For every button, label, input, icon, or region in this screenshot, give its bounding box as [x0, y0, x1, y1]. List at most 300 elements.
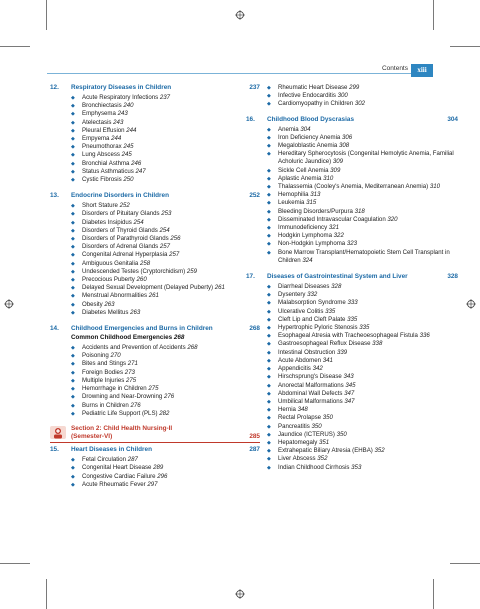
toc-entry[interactable] [267, 84, 458, 92]
bullet-icon: ◆ [71, 309, 75, 316]
toc-entry-text: Disorders of Parathyroid Glands 256 [82, 235, 181, 243]
toc-entry-page: 299 [349, 84, 360, 91]
toc-entry-page: 263 [104, 300, 115, 308]
toc-entry[interactable] [71, 309, 260, 317]
toc-entry[interactable] [267, 382, 458, 390]
toc-entry[interactable] [71, 127, 260, 135]
toc-entry-text: Liver Abscess 352 [278, 455, 328, 463]
chapter-number: 17. [246, 273, 255, 281]
bullet-icon: ◆ [71, 353, 75, 360]
chapter-title: Childhood Blood Dyscrasias [267, 115, 354, 123]
toc-entry-text: Iron Deficiency Anemia 306 [278, 133, 353, 141]
toc-entry-text: Lung Abscess 245 [82, 151, 132, 159]
toc-entry-text: Accidents and Prevention of Accidents 268 [82, 344, 198, 352]
bullet-icon: ◆ [267, 200, 271, 207]
toc-entry-page: 270 [110, 352, 121, 360]
toc-entry-text: Anemia 304 [278, 125, 311, 133]
toc-entry-text: Rheumatic Heart Disease 299 [278, 84, 360, 91]
toc-entry-page: 296 [157, 472, 168, 480]
toc-entry-text: Anorectal Malformations 345 [278, 381, 356, 389]
toc-entry[interactable] [267, 249, 458, 265]
bullet-icon: ◆ [267, 249, 271, 256]
toc-entry-text: Rectal Prolapse 350 [278, 414, 333, 422]
toc-entry[interactable] [267, 224, 458, 232]
toc-entry[interactable] [71, 151, 260, 159]
toc-entry-text: Umbilical Malformations 347 [278, 397, 355, 405]
toc-entry-text: Indian Childhood Cirrhosis 353 [278, 463, 362, 471]
toc-entry-text: Fetal Circulation 287 [82, 456, 138, 464]
toc-entry-page: 276 [163, 393, 175, 401]
toc-entry-text: Acute Rheumatic Fever 297 [82, 480, 158, 488]
toc-entry[interactable] [267, 142, 458, 150]
toc-entry[interactable] [267, 283, 458, 291]
bullet-icon: ◆ [267, 233, 271, 240]
toc-entry[interactable] [71, 176, 260, 184]
bullet-icon: ◆ [267, 167, 271, 174]
section-title [71, 425, 249, 440]
toc-entry[interactable] [71, 227, 260, 235]
bullet-icon: ◆ [267, 241, 271, 248]
bullet-icon: ◆ [267, 439, 271, 446]
toc-entry[interactable] [71, 260, 260, 268]
topic-list [246, 126, 458, 265]
toc-entry-page: 250 [123, 176, 134, 184]
toc-entry-text: Megaloblastic Anemia 308 [278, 142, 350, 150]
toc-entry[interactable] [71, 464, 260, 472]
toc-entry-text: Hernia 348 [278, 406, 308, 414]
toc-entry-text: Hodgkin Lymphoma 322 [278, 232, 344, 240]
toc-entry-page: 246 [131, 159, 142, 167]
toc-entry-text: Short Stature 252 [82, 202, 130, 210]
toc-entry-page: 275 [148, 385, 159, 393]
bullet-icon: ◆ [267, 192, 271, 199]
toc-entry-text: Menstrual Abnormalities 261 [82, 292, 159, 300]
toc-entry-text: Sickle Cell Anemia 309 [278, 166, 341, 174]
toc-entry[interactable] [71, 202, 260, 210]
toc-entry[interactable] [71, 352, 260, 360]
bullet-icon: ◆ [71, 236, 75, 243]
toc-entry-page: 309 [330, 166, 341, 174]
bullet-icon: ◆ [267, 341, 271, 348]
bullet-icon: ◆ [71, 410, 75, 417]
crop-mark [0, 563, 30, 564]
toc-entry-text: Dysentery 332 [278, 291, 318, 299]
toc-entry[interactable] [267, 390, 458, 398]
toc-entry[interactable] [267, 455, 458, 463]
chapter-number: 16. [246, 115, 255, 123]
toc-entry[interactable] [267, 175, 458, 183]
toc-entry[interactable] [267, 447, 458, 455]
toc-entry-text: Hirschsprung's Disease 343 [278, 373, 354, 381]
chapter-heading[interactable] [50, 84, 260, 91]
toc-entry[interactable] [267, 406, 458, 414]
toc-entry[interactable] [267, 365, 458, 373]
toc-entry[interactable] [267, 357, 458, 365]
bullet-icon: ◆ [267, 93, 271, 100]
bullet-icon: ◆ [267, 151, 271, 158]
toc-entry[interactable] [71, 119, 260, 127]
bullet-icon: ◆ [267, 448, 271, 455]
bullet-icon: ◆ [71, 95, 75, 101]
toc-entry[interactable] [267, 291, 458, 299]
toc-entry-page: 328 [331, 283, 342, 291]
toc-entry[interactable] [267, 423, 458, 431]
continued-topic-list [246, 84, 458, 109]
registration-mark-icon [4, 299, 14, 309]
bullet-icon: ◆ [267, 300, 271, 307]
chapter-title: Endocrine Disorders in Children [71, 192, 170, 200]
toc-entry-text: Acute Abdomen 341 [278, 356, 333, 364]
bullet-icon: ◆ [267, 390, 271, 397]
toc-entry-text: Bites and Stings 271 [82, 360, 138, 368]
toc-entry-text: Gastroesophageal Reflux Disease 338 [278, 340, 383, 348]
bullet-icon: ◆ [71, 127, 75, 134]
toc-entry-page: 245 [121, 151, 132, 159]
toc-entry-page: 300 [337, 92, 348, 100]
toc-entry-page: 260 [136, 276, 147, 284]
toc-entry-page: 324 [302, 256, 313, 264]
toc-entry[interactable] [267, 398, 458, 406]
crop-mark [433, 579, 434, 609]
toc-entry[interactable] [267, 240, 458, 248]
toc-entry-page: 276 [130, 401, 141, 409]
toc-entry[interactable] [71, 219, 260, 227]
toc-entry-text: Bleeding Disorders/Purpura 318 [278, 207, 365, 215]
bullet-icon: ◆ [71, 144, 75, 151]
toc-entry-text: Abdominal Wall Defects 347 [278, 389, 355, 397]
toc-entry-page: 338 [372, 340, 383, 348]
toc-entry-text: Disorders of Thyroid Glands 254 [82, 226, 170, 234]
toc-entry-page: 350 [336, 430, 347, 438]
bullet-icon: ◆ [267, 374, 271, 381]
bullet-icon: ◆ [267, 216, 271, 223]
chapter-heading[interactable] [50, 446, 260, 453]
toc-entry-text: Hemorrhage in Children 275 [82, 385, 159, 393]
toc-entry-page: 271 [127, 360, 138, 368]
toc-entry[interactable] [71, 360, 260, 368]
toc-entry[interactable] [71, 473, 260, 481]
bullet-icon: ◆ [267, 398, 271, 405]
toc-entry[interactable] [267, 349, 458, 357]
left-column [50, 84, 260, 489]
nurse-icon [50, 426, 66, 439]
bullet-icon: ◆ [267, 333, 271, 340]
toc-entry-page: 348 [297, 406, 308, 414]
toc-entry[interactable] [267, 150, 458, 166]
toc-entry[interactable] [71, 284, 260, 292]
crop-mark [46, 0, 47, 30]
toc-entry[interactable] [267, 308, 458, 316]
toc-entry[interactable] [71, 344, 260, 352]
toc-entry[interactable] [71, 110, 260, 118]
toc-entry-text: Pancreatitis 350 [278, 422, 322, 430]
toc-entry-page: 353 [351, 463, 362, 471]
bullet-icon: ◆ [71, 219, 75, 226]
toc-entry-page: 323 [346, 240, 358, 248]
toc-entry-page: 243 [113, 118, 124, 126]
toc-entry[interactable] [71, 456, 260, 464]
chapter-title: Childhood Emergencies and Burns in Children [71, 325, 213, 333]
chapter-title: Heart Diseases in Children [71, 446, 152, 454]
topic-list [50, 94, 260, 184]
toc-entry-page: 273 [124, 368, 135, 376]
chapter-heading[interactable] [246, 116, 458, 123]
bullet-icon: ◆ [267, 126, 271, 133]
toc-entry-page: 342 [312, 365, 323, 373]
registration-mark-icon [235, 10, 245, 20]
toc-entry-text: Cystic Fibrosis 250 [82, 176, 134, 184]
toc-entry[interactable] [267, 324, 458, 332]
toc-entry[interactable] [71, 385, 260, 393]
toc-entry[interactable] [267, 126, 458, 134]
toc-entry-page: 253 [161, 210, 172, 218]
bullet-icon: ◆ [71, 119, 75, 126]
toc-entry-text: Pleural Effusion 244 [82, 126, 137, 134]
toc-entry[interactable] [71, 292, 260, 300]
toc-entry[interactable] [267, 414, 458, 422]
chapter-page: 328 [447, 273, 458, 281]
toc-entry-text: Delayed Sexual Development (Delayed Puberty) 261 [82, 284, 225, 292]
toc-entry[interactable] [267, 316, 458, 324]
toc-entry[interactable] [71, 210, 260, 218]
toc-entry[interactable] [267, 340, 458, 348]
crop-mark [46, 579, 47, 609]
toc-entry[interactable] [267, 191, 458, 199]
toc-entry[interactable] [267, 439, 458, 447]
chapter-heading[interactable] [50, 325, 260, 332]
toc-entry-text: Hepatomegaly 351 [278, 438, 330, 446]
toc-entry-text: Thalassemia (Cooley's Anemia, Mediterranean Anemia) 310 [278, 183, 441, 191]
toc-entry[interactable] [267, 373, 458, 381]
toc-entry-text: Foreign Bodies 273 [82, 368, 135, 376]
chapter-heading[interactable] [50, 192, 260, 199]
toc-entry-text: Pneumothorax 245 [82, 143, 134, 151]
bullet-icon: ◆ [267, 85, 271, 91]
bullet-icon: ◆ [267, 184, 271, 191]
toc-entry-page: 310 [429, 183, 441, 191]
toc-entry[interactable] [267, 183, 458, 191]
toc-entry-text: Intestinal Obstruction 339 [278, 348, 348, 356]
bullet-icon: ◆ [267, 208, 271, 215]
topic-list [246, 283, 458, 472]
bullet-icon: ◆ [267, 316, 271, 323]
bullet-icon: ◆ [71, 369, 75, 376]
toc-entry-page: 289 [153, 464, 164, 472]
toc-entry[interactable] [267, 208, 458, 216]
toc-entry-page: 261 [214, 284, 225, 292]
toc-entry-page: 313 [310, 191, 321, 199]
chapter-subheading[interactable]: Common Childhood Emergencies 268 [71, 334, 185, 342]
toc-entry[interactable] [71, 168, 260, 176]
toc-entry[interactable] [71, 102, 260, 110]
bullet-icon: ◆ [267, 456, 271, 463]
bullet-icon: ◆ [71, 457, 75, 464]
bullet-icon: ◆ [71, 203, 75, 210]
chapter-page: 304 [447, 115, 458, 123]
bullet-icon: ◆ [71, 394, 75, 401]
toc-entry-text: Emphysema 243 [82, 110, 128, 118]
bullet-icon: ◆ [71, 293, 75, 300]
header-rule [47, 73, 411, 74]
toc-entry-page: 309 [332, 158, 344, 166]
toc-entry[interactable] [71, 160, 260, 168]
bullet-icon: ◆ [267, 308, 271, 315]
toc-entry-page: 243 [117, 110, 128, 118]
toc-entry-text: Cardiomyopathy in Children 302 [278, 100, 366, 108]
bullet-icon: ◆ [71, 481, 75, 488]
toc-entry-page: 244 [126, 126, 137, 134]
toc-entry[interactable] [71, 276, 260, 284]
toc-entry-text: Diabetes Insipidus 254 [82, 218, 144, 226]
toc-entry-text: Extrahepatic Biliary Atresia (EHBA) 352 [278, 447, 385, 455]
toc-entry-text: Obesity 263 [82, 300, 115, 308]
topic-list [50, 344, 260, 418]
toc-entry[interactable] [267, 100, 458, 108]
bullet-icon: ◆ [71, 285, 75, 292]
bullet-icon: ◆ [71, 386, 75, 393]
toc-entry-page: 297 [147, 480, 158, 488]
registration-mark-icon [235, 589, 245, 599]
toc-entry[interactable] [71, 235, 260, 243]
bullet-icon: ◆ [71, 277, 75, 284]
toc-entry-page: 333 [347, 299, 358, 307]
toc-entry-page: 302 [354, 100, 366, 108]
toc-entry-text: Cleft Lip and Cleft Palate 335 [278, 315, 358, 323]
toc-entry-text: Bone Marrow Transplant/Hematopoietic Stem Cell Transplant in Children 324 [278, 248, 450, 264]
toc-entry[interactable] [71, 143, 260, 151]
bullet-icon: ◆ [71, 377, 75, 384]
toc-entry-page: 335 [347, 315, 358, 323]
toc-entry-page: 350 [322, 414, 333, 422]
toc-entry[interactable] [71, 481, 260, 489]
toc-entry[interactable] [71, 410, 260, 418]
toc-entry[interactable] [71, 135, 260, 143]
toc-entry-page: 336 [419, 332, 430, 340]
toc-entry-page: 263 [130, 308, 141, 316]
toc-entry-text: Burns in Children 276 [82, 401, 141, 409]
toc-entry-page: 343 [343, 373, 354, 381]
toc-entry[interactable] [267, 216, 458, 224]
bullet-icon: ◆ [71, 168, 75, 175]
bullet-icon: ◆ [267, 143, 271, 150]
bullet-icon: ◆ [71, 177, 75, 184]
chapter-page: 237 [249, 84, 260, 91]
section-heading[interactable] [50, 425, 260, 443]
toc-entry-page: 341 [322, 356, 333, 364]
bullet-icon: ◆ [267, 423, 271, 430]
toc-entry-text: Hemophilia 313 [278, 191, 321, 199]
toc-entry-text: Esophageal Atresia with Tracheoesophageal Fistula 336 [278, 332, 430, 340]
toc-entry-text: Ulcerative Colitis 335 [278, 307, 336, 315]
bullet-icon: ◆ [267, 134, 271, 141]
toc-entry[interactable] [71, 243, 260, 251]
section-title-line2: (Semester-VI) [71, 432, 113, 440]
bullet-icon: ◆ [71, 473, 75, 480]
toc-entry-page: 247 [135, 167, 146, 175]
running-header-label: Contents [381, 65, 408, 72]
crop-mark [450, 46, 480, 47]
crop-mark [433, 0, 434, 30]
toc-entry[interactable] [267, 332, 458, 340]
toc-entry-page: 244 [111, 135, 122, 143]
toc-entry[interactable] [267, 199, 458, 207]
topic-list [50, 202, 260, 317]
toc-entry-text: Non-Hodgkin Lymphoma 323 [278, 240, 358, 248]
toc-entry-text: Aplastic Anemia 310 [278, 174, 334, 182]
toc-entry-text: Ambiguous Genitalia 258 [82, 259, 151, 267]
right-chapter-list [246, 116, 458, 472]
toc-entry-text: Congestive Cardiac Failure 296 [82, 472, 168, 480]
toc-entry[interactable] [71, 301, 260, 309]
crop-mark [450, 563, 480, 564]
toc-entry-text: Infective Endocarditis 300 [278, 92, 348, 100]
toc-entry-page: 352 [374, 447, 385, 455]
chapter-number: 14. [50, 325, 59, 333]
toc-entry[interactable] [267, 464, 458, 472]
toc-entry-page: 315 [306, 199, 317, 207]
bullet-icon: ◆ [267, 357, 271, 364]
toc-entry-page: 237 [159, 94, 171, 101]
bullet-icon: ◆ [71, 152, 75, 159]
toc-entry-page: 245 [123, 143, 134, 151]
toc-entry[interactable] [71, 369, 260, 377]
toc-entry-text: Immunodeficiency 321 [278, 224, 339, 232]
bullet-icon: ◆ [267, 284, 271, 291]
toc-entry-text: Jaundice (ICTERUS) 350 [278, 430, 347, 438]
toc-entry[interactable] [71, 377, 260, 385]
toc-entry[interactable] [267, 92, 458, 100]
toc-entry[interactable] [267, 299, 458, 307]
toc-entry[interactable] [267, 134, 458, 142]
toc-entry-page: 310 [323, 174, 334, 182]
bullet-icon: ◆ [71, 301, 75, 308]
toc-entry-text: Disorders of Adrenal Glands 257 [82, 243, 171, 251]
toc-entry[interactable] [71, 402, 260, 410]
chapter-page: 268 [249, 325, 260, 333]
bullet-icon: ◆ [267, 366, 271, 373]
toc-entry-text: Empyema 244 [82, 135, 122, 143]
left-chapter-list [50, 84, 260, 418]
toc-entry[interactable] [267, 232, 458, 240]
toc-entry-page: 321 [328, 224, 339, 232]
toc-entry-page: 335 [359, 324, 370, 332]
toc-entry-text: Acute Respiratory Infections 237 [82, 94, 171, 101]
toc-entry[interactable] [267, 167, 458, 175]
bullet-icon: ◆ [71, 160, 75, 167]
toc-entry-page: 275 [126, 376, 137, 384]
toc-entry-page: 282 [159, 409, 170, 417]
chapter-heading[interactable] [246, 273, 458, 280]
toc-entry-page: 347 [344, 389, 355, 397]
toc-entry[interactable] [71, 251, 260, 259]
bullet-icon: ◆ [71, 111, 75, 118]
crop-mark [0, 46, 30, 47]
toc-entry[interactable] [71, 268, 260, 276]
toc-entry-page: 306 [342, 133, 353, 141]
toc-entry-page: 259 [186, 267, 198, 275]
toc-entry-text: Precocious Puberty 260 [82, 276, 147, 284]
toc-entry-page: 257 [159, 243, 171, 251]
toc-entry[interactable] [267, 431, 458, 439]
chapter-15-block [50, 446, 260, 489]
toc-entry-page: 320 [387, 215, 398, 223]
toc-entry[interactable] [71, 94, 260, 102]
toc-entry[interactable] [71, 393, 260, 401]
toc-entry-text: Atelectasis 243 [82, 118, 124, 126]
section-page: 285 [249, 433, 260, 441]
section-title-line1: Section 2: Child Health Nursing-II [71, 424, 173, 432]
toc-entry-text: Hypertrophic Pyloric Stenosis 335 [278, 324, 370, 332]
